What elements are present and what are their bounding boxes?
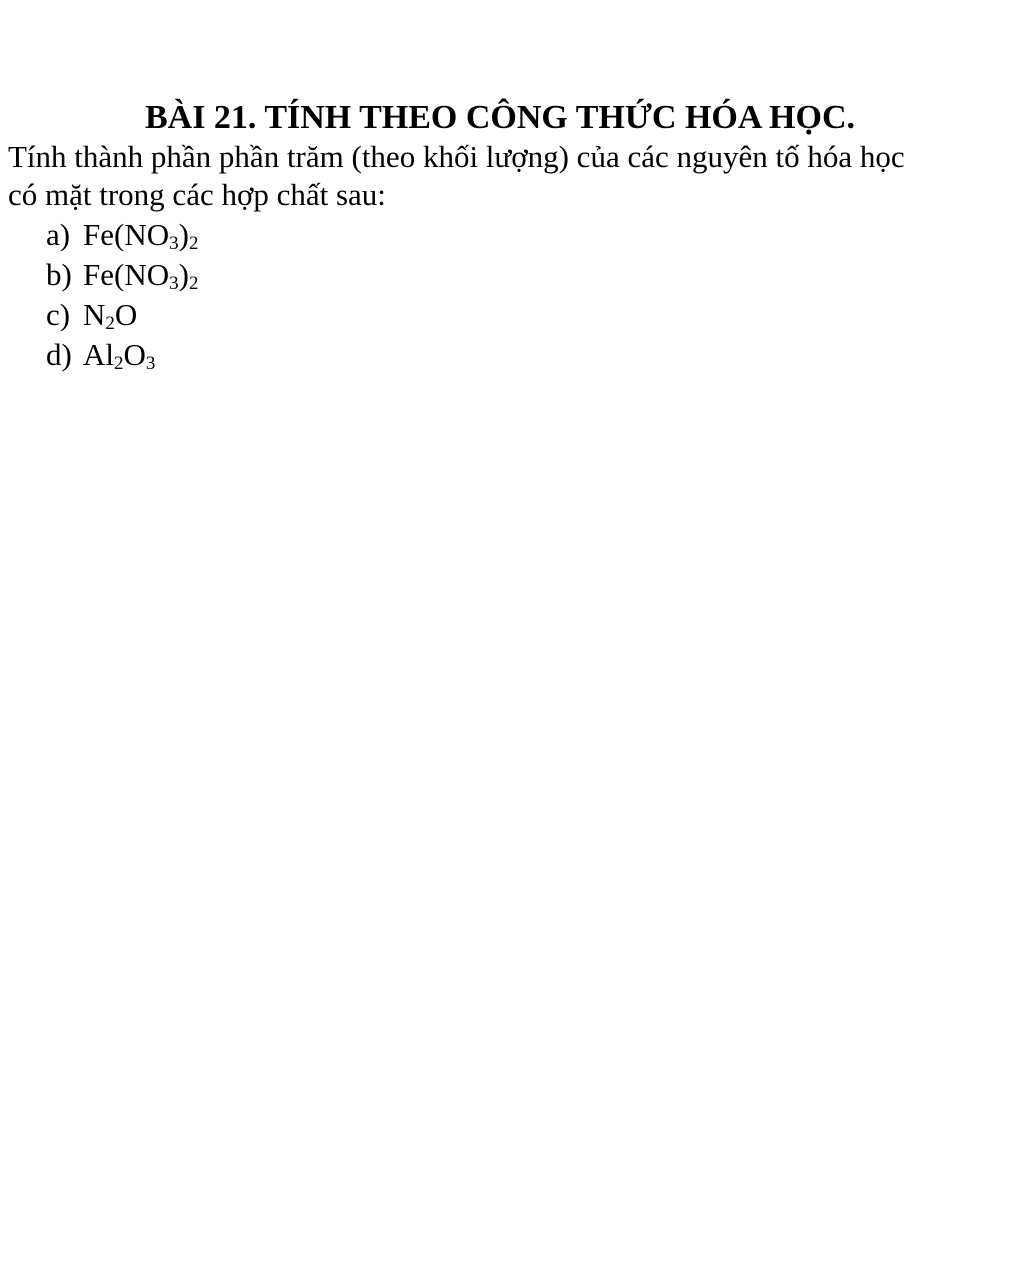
list-item [46, 335, 198, 375]
formula-subscript: 2 [188, 233, 199, 254]
intro-line-1: Tính thành phần phần trăm (theo khối lượng) của các nguyên tố hóa học [8, 139, 905, 174]
chemical-formula [83, 337, 155, 372]
formula-subscript: 3 [169, 273, 179, 294]
formula-subscript: 3 [145, 353, 156, 374]
list-marker: c) [46, 297, 71, 332]
list-item [46, 215, 198, 255]
formula-subscript: 3 [169, 233, 179, 254]
formula-text: O [123, 337, 146, 372]
list-marker: b) [46, 257, 72, 292]
compound-list [46, 215, 198, 375]
formula-text: N [83, 297, 106, 332]
page-title: BÀI 21. TÍNH THEO CÔNG THỨC HÓA HỌC. [144, 99, 856, 136]
intro-line-2: có mặt trong các hợp chất sau: [8, 177, 386, 212]
formula-text: ) [178, 257, 189, 292]
formula-text: Fe(NO [83, 217, 170, 252]
formula-subscript: 2 [188, 273, 199, 294]
formula-subscript: 2 [105, 313, 115, 334]
formula-text: O [114, 297, 138, 332]
chemical-formula [83, 257, 198, 292]
formula-text: ) [178, 217, 189, 252]
chemical-formula [83, 297, 137, 332]
list-item [46, 295, 198, 335]
formula-text: Fe(NO [83, 257, 170, 292]
chemical-formula [83, 217, 198, 252]
formula-text: Al [83, 337, 114, 372]
intro-paragraph [8, 138, 1008, 214]
list-marker: d) [46, 337, 72, 372]
list-item [46, 255, 198, 295]
formula-subscript: 2 [114, 353, 124, 374]
list-marker: a) [46, 217, 71, 252]
